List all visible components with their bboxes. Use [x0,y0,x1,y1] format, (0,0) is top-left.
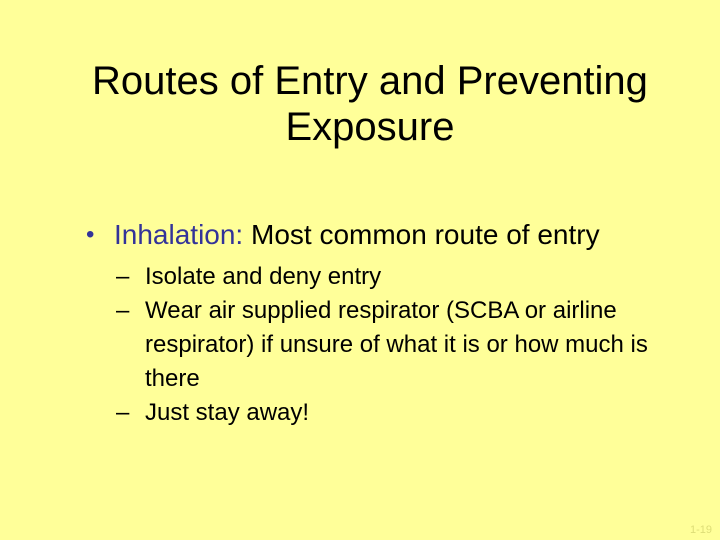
sub-bullet-item [116,260,700,294]
bullet-term: Inhalation: [114,219,244,250]
sub-bullet-text: Just stay away! [145,399,310,426]
sub-bullet-item [116,396,700,430]
main-bullet [86,214,706,256]
slide-title: Routes of Entry and Preventing Exposure [92,59,648,149]
dash-marker: – [116,263,130,290]
slide-content [86,214,706,430]
sub-bullet-text: Isolate and deny entry [145,263,382,290]
sub-bullet-item [116,294,700,396]
slide-number: 1-19 [689,524,712,536]
bullet-marker: • [86,221,95,248]
sub-bullet-text: Wear air supplied respirator (SCBA or airline respirator) if unsure of what it is or how much is there [145,297,648,392]
dash-marker: – [116,297,130,324]
sub-bullet-list [86,260,706,430]
bullet-text: Most common route of entry [243,219,600,250]
dash-marker: – [116,399,130,426]
